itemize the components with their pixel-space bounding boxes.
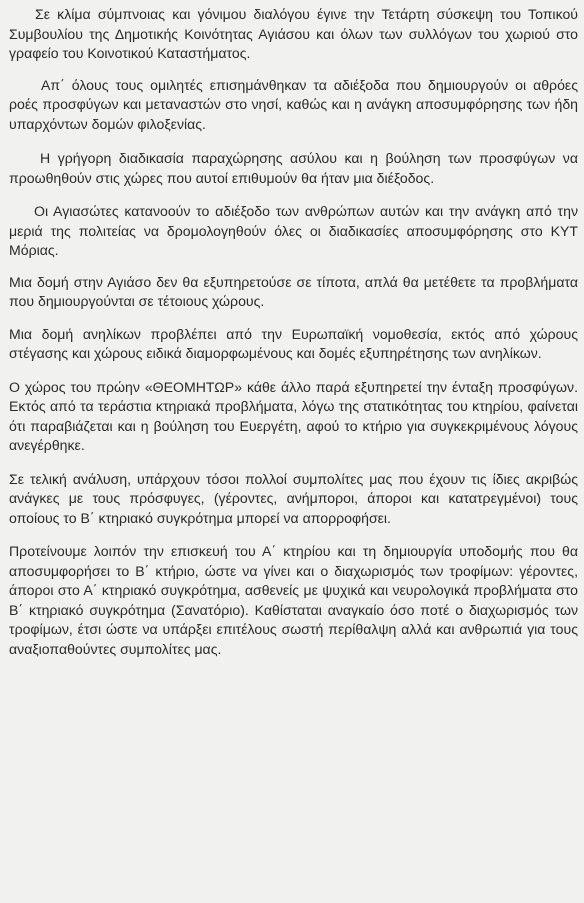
paragraph-6: Μια δομή ανηλίκων προβλέπει από την Ευρωπαϊκή νομοθεσία, εκτός από χώρους στέγασης και χώρους ειδικά διαμορφωμένους και δομές εξυπηρέτησης των ανηλίκων. xyxy=(9,325,578,361)
paragraph-2: Απ΄ όλους τους ομιλητές επισημάνθηκαν τα αδιέξοδα που δημιουργούν οι αθρόες ροές προσφύγων και μεταναστών στο νησί, καθώς και η ανάγκη αποσυμφόρησης των ήδη υπαρχόντων δομών φιλοξενίας. xyxy=(9,76,578,132)
paragraph-1: Σε κλίμα σύμπνοιας και γόνιμου διαλόγου έγινε την Τετάρτη σύσκεψη του Τοπικού Συμβουλίου της Δημοτικής Κοινότητας Αγιάσου και όλων των συλλόγων του χωριού στο γραφείο του Κοινοτικού Καταστήματος. xyxy=(9,6,578,61)
paragraph-4: Οι Αγιασώτες κατανοούν το αδιέξοδο των ανθρώπων αυτών και την ανάγκη από την μεριά της πολιτείας να δρομολογηθούν όλες οι διαδικασίες αποσυμφόρησης στο ΚΥΤ Μόριας. xyxy=(9,203,578,258)
paragraph-8: Σε τελική ανάλυση, υπάρχουν τόσοι πολλοί συμπολίτες μας που έχουν τις ίδιες ακριβώς ανάγκες με τους πρόσφυγες, (γέροντες, ανήμποροι, άποροι και κατατρεγμένοι) τους οποίους το Β΄ κτηριακό συγκρότημα μπορεί να απορροφήσει. xyxy=(9,470,578,526)
paragraph-7: Ο χώρος του πρώην «ΘΕΟΜΗΤΩΡ» κάθε άλλο παρά εξυπηρετεί την ένταξη προσφύγων. Εκτός από τα τεράστια κτηριακά προβλήματα, λόγω της στατικότητας του κτηρίου, φαίνεται ότι παραβιάζεται και η βούληση του Ευεργέτη, αφού το κτήριο για συγκεκριμένους λόγους ανεγέρθηκε. xyxy=(9,378,578,453)
paragraph-5: Μια δομή στην Αγιάσο δεν θα εξυπηρετούσε σε τίποτα, απλά θα μετέθετε τα προβλήματα που δημιουργούνται σε τέτοιους χώρους. xyxy=(9,273,578,309)
paragraph-9: Προτείνουμε λοιπόν την επισκευή του Α΄ κτηρίου και τη δημιουργία υποδομής που θα αποσυμφορήσει το Β΄ κτήριο, ώστε να γίνει και ο διαχωρισμός των τροφίμων: γέροντες, άποροι στο Α΄ κτηριακό συγκρότημα, ασθενείς με ψυχικά και νευρολογικά προβλήματα στο Β΄ κτηριακό συγκρότημα (Σανατόριο). Καθίσταται αναγκαίο όσο ποτέ ο διαχωρισμός των τροφίμων, έτσι ώστε να υπάρξει επιτέλους σωστή περίθαλψη αλλά και ανθρωπιά για τους αναξιοπαθούντες συμπολίτες μας. xyxy=(9,543,578,657)
paragraph-3: Η γρήγορη διαδικασία παραχώρησης ασύλου και η βούληση των προσφύγων να προωθηθούν στις χώρες που αυτοί επιθυμούν θα ήταν μια διέξοδος. xyxy=(9,150,578,186)
